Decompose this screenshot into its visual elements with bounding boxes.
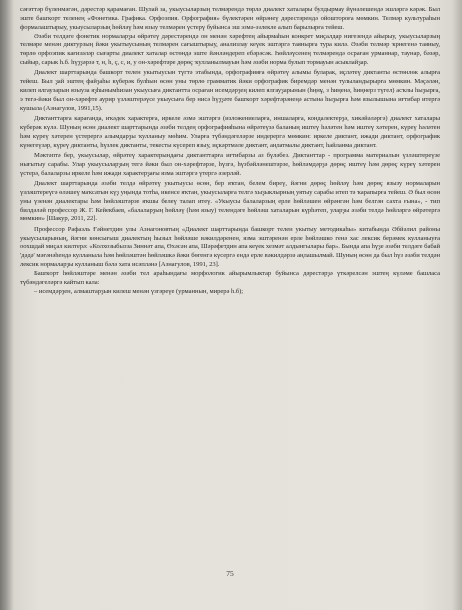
document-page bbox=[20, 6, 440, 602]
paragraph-6: Диалект шарттарында әзәби телдә өйрәтеү укытыусы өсөн, бер яҡтан, белем биреү, йәгни дөрөҫ һөйләү һәм дөрөҫ язызу нормаларын үзләштереүгә өләшеү маҡсатын күҙ уңында тотһа, икенсе яҡтан, укыусыларға телгә хыҙыклырның уятыу сарабы итеп тә ҡарапырға тейеш. Ә был өсөн уны үзенән диалектары һәм һөйләштәрзе яҡшы белеү талап итеү. «Укыусы балаларзың ерле һөйләшен өйрәнгән һәм белгән сахта ғына», - тип билдәләй профессор Ж. Г. Кейекбаев, «балаларҙың һөйләү (һәм языу) телендәге һөйләш хаталарын күрһәтеп, уларҙы әзәби телдә һөйләргә өйрәтергә мөмкин» [Шакур, 2011, 22]. bbox=[20, 180, 440, 223]
paragraph-1: сәғәттәр бүленмәгән, дәрестәр қарамаған. Шулай за, укыусыларзың телмәрендә төрлә диалект хаталары булдырмау йүнәлешендә эшләргә кәрәк. Был эште башҡорт теленең «Фонетика. Графика. Орфоэпия. Орфография» бүлектәрен өйрәнеү дәрестәрендә ойоштороға мөмкин. Телмәр культураһын формалаштырыу, укыусыларзың һөйләү һәм языу телмәрен үстерү буйынса эш эзмә-эзлекле алып барылырға тейеш. bbox=[20, 6, 440, 31]
page-number: 75 bbox=[226, 569, 234, 578]
paragraph-2: Әзәби телдәге фонетик нормаларҙы өйрәтеү дәрестәрендә он менән хәрефтең айырмаһын конкрет миҫалдар нигезендә айырыу, укыусыларзың телмәре менән диктурзың йәки укытыусының телмәрен сағыштырыу, анализлау кеүек эштәргә таянырға тура килә. Әзәби телмәр ҡрнегенә таяныу, төрлө орфоэпик кағизәләр сығарты диалект хаталар өстөндә эште йәнләндереп ебәрәсәк. Һөйләүсенең телмәрендә осраған урманнар, таунар, бәзәр, сыйыр, сарык h.б. һүҙҙәрзә т, н, h, ç, с, и, у он-хәрефтәре дөрөҫ ҡулланылмауын һәм әзәби норма булып тормауын асыклайҙар. bbox=[20, 32, 440, 67]
paragraph-5: Мәктәптә бер, укыусылар, өйрәтеү характерындағы диктанттарға иғтибарзы аз бүләбез. Диктанттар - программа материалын үзләштереүзе нығытыу сарабы. Улар укыусыларҙың тегә йәки был он-хәрефтәрзе, һүзгә, һүзбәйләнештәрзе, һөйләмдәрҙә дөрөҫ иштеү һәм дөрөҫ күреү хәтерен үстерә, балаларзы иркеле һәм ижади характерҙағы язма эштәргә үтергә әзерләй. bbox=[20, 152, 440, 177]
paragraph-4: Диктанттарға карағанда, иҡәдек характерға, иркеле әзмә эштәргә (изложениеларға, иншаларға, кондалектерҙә, хикәйәләргә) диалект хаталары күберәк күлә. Шуның өсөн диалект шарттарында әзәби телдең орфографияһына өйрәтеүзә баланың иштеү һәләтен һәм иштеү хәтерен, күреү һәләтен һәм күреү хәтерен үстерергә алымдарҙы ҡулланыу мөһим. Уларға түбәндәгеләрзе индерергә мөмкин: иркеле диктант, ижади диктант, орфографик күнегеүзәр, күреү диктанты, һүзлек диктанты, текесты күсереп языу, иҫкәртмәле диктант, аңлатмалы диктант, һайланма диктант. bbox=[20, 115, 440, 149]
paragraph-3: Диалект шарттарында башкорт телен укытыусын түгтә этабында, орфографияға өйрәтеү алымы буларак, иҫләтеү диктанты өстөнлөк алырға тейеш. Был ҙай эштең файҙаһы күберәк булһын өсөн уны төрлө грамматик йәки орфографик биремдәр менән тулыландырырға мөмкин. Мәҫәлән, килеп ялгаузарын языуза яҙһынымһизан укыусыға диктантта осраған исемдәрҙең килеп ялгауҙарынын (һңнұ, з һиңенә, һиңнерз түгел) асҡлы һыҙырға, э тегә-йәки был он-хәрефте аурир үзләштерәүсе укыусыға бер нисә һүҙҙәте башҡорт хәрефтәрәнеңә астына һыҙырға һәм язылышына иғтибар итергә кушыла (Азнагулов, 1991,15). bbox=[20, 69, 440, 112]
paragraph-8: Башҡорт һөйләштәре менән әзәби тел араһындағы морфологик айырымлыктар буйынса дәрестәрҙә үткәрелсән эштең күләме башласа түбәндәгеләргә кайтып кала: bbox=[20, 269, 440, 286]
paragraph-7: Профессор Рафаэль Ғәйнетдин улы Азнагоновтың «Диалект шарттарында башкорт телен укытыу методикаһы» китабында Әбйәлил районы укыусыларының, йәгни көнсығыш диалектың һызыл һөйләше вәкилдәренен, язма эштәренән ерле һөйләшко генә хас лексик берәмек кулланыуға оохшдай миҫал килтерә: «Колхозыбызза Зиннәт апа, Өхәсән апа, Шәрәфетдин апа кеүек хезмәт алдынгылары бар». Бында апа һүҙе әзәби телдәге бабай 'дәдә' мәғәнәһендә кулланыла һәм һөйләштән һөйләшкә йәки бөгенгә күсергә ендә ерле вәкилдәрзә аңлашылмай. Шуның өсөн да был һүз әзәби телдән лексик нормаларҙы кулланыш бәлә хата исәпләнә [Азнагулов, 1991, 23]. bbox=[20, 225, 440, 269]
list-item-1: – исемдәрҙен, алмаштарҙын килеш менән үзгәреүе (урманнын, мирерә h.б); bbox=[34, 287, 244, 295]
